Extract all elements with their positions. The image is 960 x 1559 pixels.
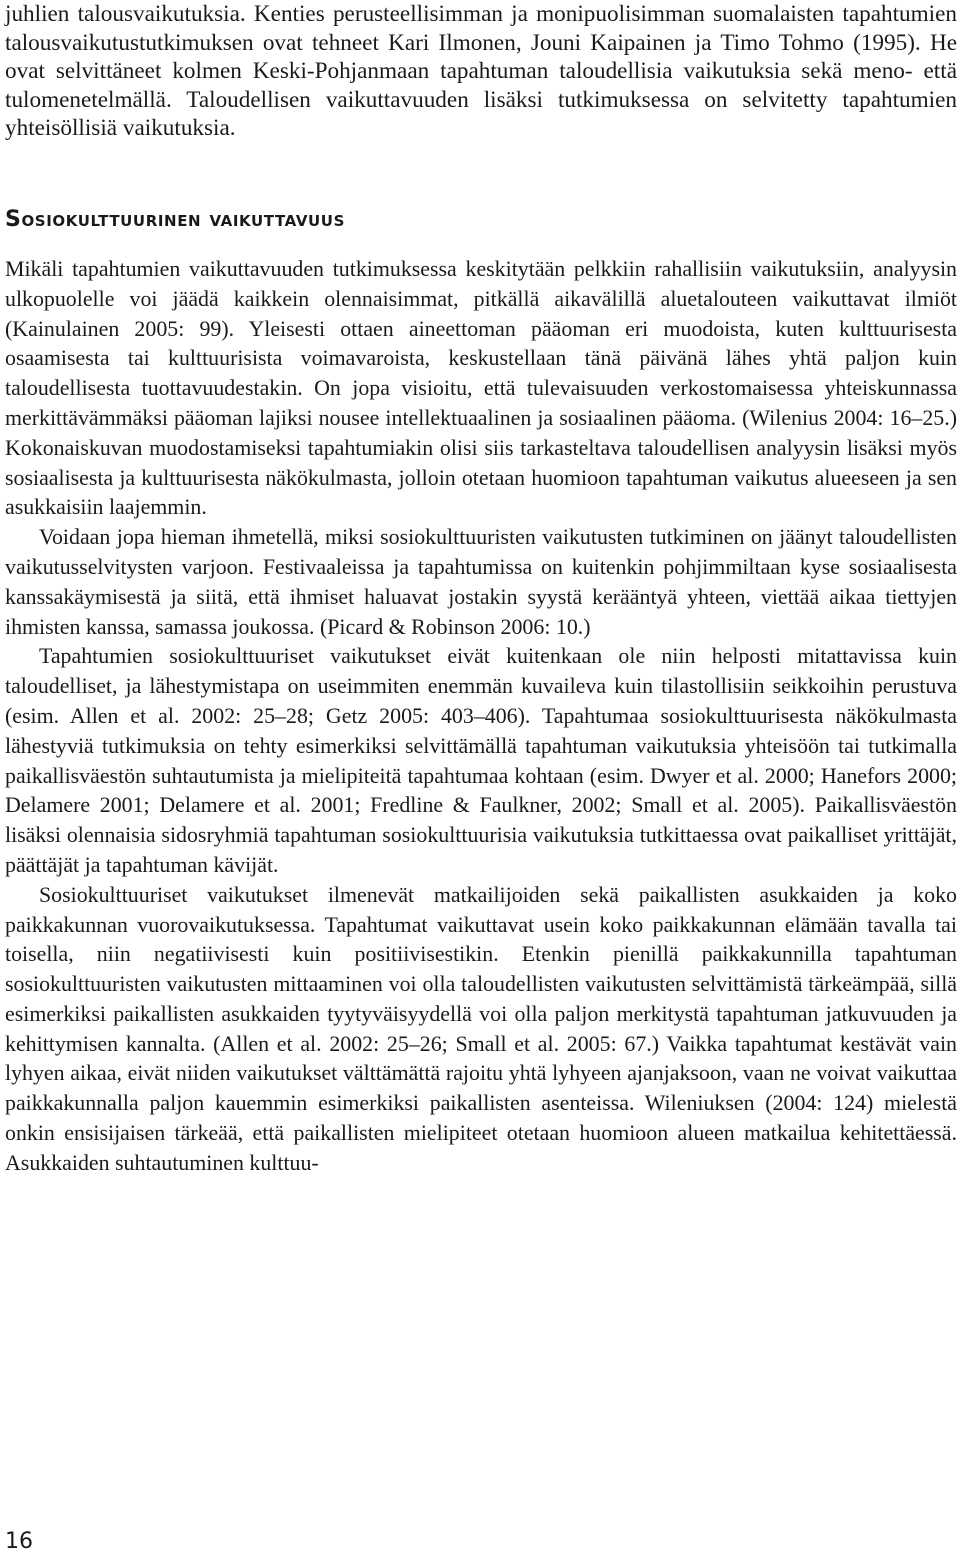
section-body	[5, 254, 957, 1178]
intro-paragraph: juhlien talousvaikutuksia. Kenties perusteellisimman ja monipuolisimman suomalaisten tapahtumien talousvaikutustutkimuksen ovat tehneet Kari Ilmonen, Jouni Kaipainen ja Timo Tohmo (1995). He ovat selvittäneet kolmen Keski-Pohjanmaan tapahtuman taloudellisia vaikutuksia sekä meno- että tulomenetelmällä. Taloudellisen vaikuttavuuden lisäksi tutkimuksessa on selvitetty tapahtumien yhteisöllisiä vaikutuksia.	[5, 1, 957, 142]
body-paragraph: Tapahtumien sosiokulttuuriset vaikutukset eivät kuitenkaan ole niin helposti mitattavissa kuin taloudelliset, ja lähestymistapa on useimmiten enemmän kuvaileva kuin tilastollisiin seikkoihin perustuva (esim. Allen et al. 2002: 25–28; Getz 2005: 403–406). Tapahtumaa sosiokulttuurisesta näkökulmasta lähestyviä tutkimuksia on tehty esimerkiksi selvittämällä tapahtuman vaikutuksia yhteisöön tai tutkimalla paikallisväestön suhtautumista ja mielipiteitä tapahtumaa kohtaan (esim. Dwyer et al. 2000; Hanefors 2000; Delamere 2001; Delamere et al. 2001; Fredline & Faulkner, 2002; Small et al. 2005). Paikallisväestön lisäksi olennaisia sidosryhmiä tapahtuman sosiokulttuurisia vaikutuksia tutkittaessa ovat paikalliset yrittäjät, päättäjät ja tapahtuman kävijät.	[5, 643, 957, 877]
body-paragraph: Sosiokulttuuriset vaikutukset ilmenevät matkailijoiden sekä paikallisten asukkaiden ja koko paikkakunnan vuorovaikutuksessa. Tapahtumat vaikuttavat usein koko paikkakunnan elämään tavalla tai toisella, niin negatiivisesti kuin positiivisestikin. Etenkin pienillä paikkakunnilla tapahtuman sosiokulttuuristen vaikutusten mittaaminen voi olla taloudellisten vaikutusten selvittämistä tärkeämpää, sillä esimerkiksi paikallisten asukkaiden tyytyväisyydellä voi olla paljon merkitystä tapahtuman jatkuvuuden ja kehittymisen kannalta. (Allen et al. 2002: 25–26; Small et al. 2005: 67.) Vaikka tapahtumat kestävät vain lyhyen aikaa, eivät niiden vaikutukset välttämättä rajoitu yhtä lyhyeen ajanjaksoon, vaan ne voivat vaikuttaa paikkakunnalla paljon kauemmin esimerkiksi paikallisten asenteissa. Wileniuksen (2004: 124) mielestä onkin ensisijaisen tärkeää, että paikallisten mielipiteet otetaan huomioon alueen matkailua kehitettäessä. Asukkaiden suhtautuminen kulttuu-	[5, 881, 957, 1175]
body-paragraph: Mikäli tapahtumien vaikuttavuuden tutkimuksessa keskitytään pelkkiin rahallisiin vaikutuksiin, analyysin ulkopuolelle voi jäädä kaikkein olennaisimmat, pitkällä aikavälillä aluetalouteen vaikuttavat ilmiöt (Kainulainen 2005: 99). Yleisesti ottaen aineettoman pääoman eri muodoista, kuten kulttuurisesta osaamisesta tai kulttuurisista voimavaroista, keskustellaan tänä päivänä lähes yhtä paljon kuin taloudellisesta tuottavuudestakin. On jopa visioitu, että tulevaisuuden verkostomaisessa yhteiskunnassa merkittävämmäksi pääoman lajiksi nousee intellektuaalinen ja sosiaalinen pääoma. (Wilenius 2004: 16–25.) Kokonaiskuvan muodostamiseksi tapahtumiakin olisi siis tarkasteltava taloudellisen analyysin lisäksi myös sosiaalisesta ja kulttuurisesta näkökulmasta, jolloin otetaan huomioon tapahtuman vaikutus alueeseen ja sen asukkaisiin laajemmin.	[5, 255, 957, 520]
body-paragraph: Voidaan jopa hieman ihmetellä, miksi sosiokulttuuristen vaikutusten tutkiminen on jäänyt taloudellisten vaikutusselvitysten varjoon. Festivaaleissa ja tapahtumissa on kuitenkin pohjimmiltaan kyse sosiaalisesta kanssakäymisestä ja siitä, että ihmiset haluavat jostakin syystä kerääntyä yhteen, viettää aikaa tiettyjen ihmisten kanssa, samassa joukossa. (Picard & Robinson 2006: 10.)	[5, 524, 957, 639]
page-number: 16	[5, 1529, 33, 1554]
document-page	[5, 0, 957, 1178]
section-heading: Sosiokulttuurinen vaikuttavuus	[5, 206, 345, 232]
